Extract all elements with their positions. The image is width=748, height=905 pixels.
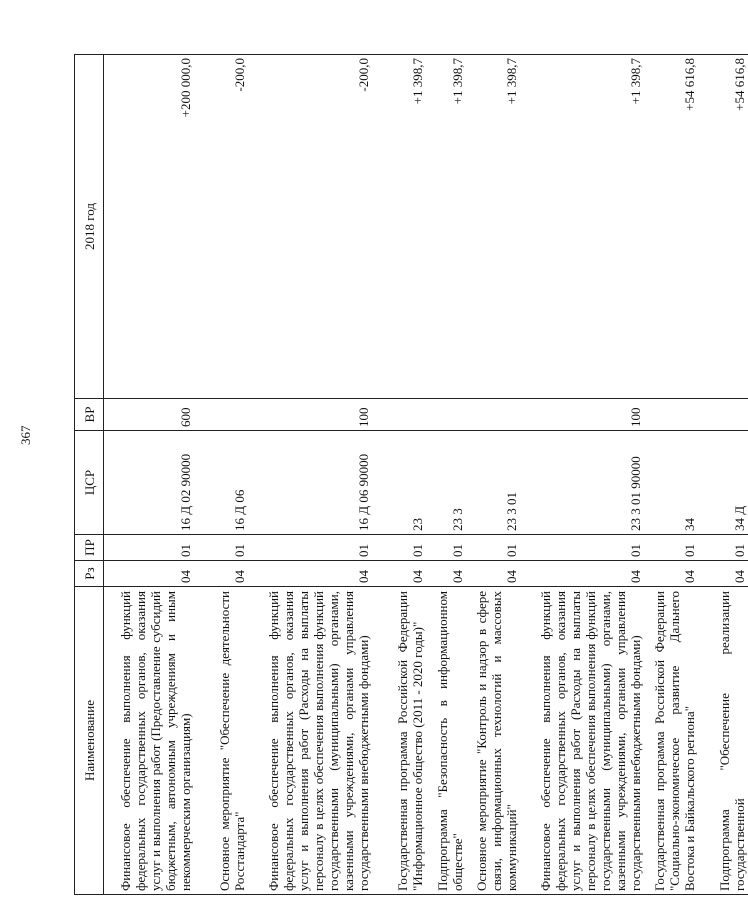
row-rz: 04: [104, 561, 194, 587]
row-csr: 16 Д 06: [194, 431, 248, 535]
row-name: Подпрограмма "Безопасность в информационном обществе": [426, 587, 466, 895]
table-row: [426, 55, 466, 895]
row-pr: 01: [104, 535, 194, 561]
row-value: +1 398,7: [426, 55, 466, 399]
row-pr: 01: [466, 535, 520, 561]
row-pr: 01: [426, 535, 466, 561]
table-row: [520, 55, 644, 895]
table-row: [104, 55, 194, 895]
row-value: -200,0: [248, 55, 372, 399]
table-row: [248, 55, 372, 895]
row-csr: 23 3: [426, 431, 466, 535]
header-name: Наименование: [75, 587, 104, 895]
row-pr: 01: [698, 535, 748, 561]
row-value: +1 398,7: [466, 55, 520, 399]
row-csr: 34 Д: [698, 431, 748, 535]
table-row: [194, 55, 248, 895]
row-csr: 16 Д 02 90000: [104, 431, 194, 535]
row-csr: 23 3 01: [466, 431, 520, 535]
row-pr: 01: [248, 535, 372, 561]
row-csr: 23: [372, 431, 426, 535]
row-vr: [372, 399, 426, 431]
row-pr: 01: [372, 535, 426, 561]
row-value: +1 398,7: [372, 55, 426, 399]
table-row: [644, 55, 698, 895]
row-vr: [644, 399, 698, 431]
row-value: +1 398,7: [520, 55, 644, 399]
row-rz: 04: [466, 561, 520, 587]
table-header-row: [75, 55, 104, 895]
row-pr: 01: [194, 535, 248, 561]
header-rz: Рз: [75, 561, 104, 587]
table-row: [466, 55, 520, 895]
row-vr: 100: [248, 399, 372, 431]
row-rz: 04: [248, 561, 372, 587]
row-pr: 01: [644, 535, 698, 561]
row-rz: 04: [426, 561, 466, 587]
page-number: 367: [18, 425, 33, 445]
row-name: Основное мероприятие "Обеспечение деятельности Росстандарта": [194, 587, 248, 895]
row-value: -200,0: [194, 55, 248, 399]
row-rz: 04: [372, 561, 426, 587]
row-name: Государственная программа Российской Федерации "Социально-экономическое развитие Дальнего Востока и Байкальского региона": [644, 587, 698, 895]
header-pr: ПР: [75, 535, 104, 561]
row-name: Подпрограмма "Обеспечение реализации государственной: [698, 587, 748, 895]
table-row: [372, 55, 426, 895]
header-csr: ЦСР: [75, 431, 104, 535]
row-csr: 16 Д 06 90000: [248, 431, 372, 535]
header-vr: ВР: [75, 399, 104, 431]
table-row: [698, 55, 748, 895]
budget-table-rotated: [74, 55, 747, 895]
row-name: Основное мероприятие "Контроль и надзор в сфере связи, информационных технологий и массовых коммуникаций": [466, 587, 520, 895]
row-name: Финансовое обеспечение выполнения функций федеральных государственных органов, оказания услуг и выполнения работ (Расходы на выплаты персоналу в целях обеспечения выполнения функций государственными (муниципальными) органами, казенными учреждениями, органами управления государственными внебюджетными фондами): [520, 587, 644, 895]
row-csr: 34: [644, 431, 698, 535]
row-rz: 04: [194, 561, 248, 587]
row-name: Финансовое обеспечение выполнения функций федеральных государственных органов, оказания услуг и выполнения работ (Предоставление субсидий бюджетным, автономным учреждениям и иным некоммерческим организациям): [104, 587, 194, 895]
row-value: +200 000,0: [104, 55, 194, 399]
row-name: Государственная программа Российской Федерации "Информационное общество (2011 - 2020 годы)": [372, 587, 426, 895]
row-value: +54 616,8: [698, 55, 748, 399]
row-pr: 01: [520, 535, 644, 561]
row-value: +54 616,8: [644, 55, 698, 399]
row-rz: 04: [644, 561, 698, 587]
row-vr: [426, 399, 466, 431]
row-vr: [698, 399, 748, 431]
row-vr: 100: [520, 399, 644, 431]
budget-table: [74, 54, 748, 895]
row-rz: 04: [698, 561, 748, 587]
row-vr: [194, 399, 248, 431]
row-vr: 600: [104, 399, 194, 431]
row-name: Финансовое обеспечение выполнения функций федеральных государственных органов, оказания услуг и выполнения работ (Расходы на выплаты персоналу в целях обеспечения выполнения функций государственными (муниципальными) органами, казенными учреждениями, органами управления государственными внебюджетными фондами): [248, 587, 372, 895]
row-rz: 04: [520, 561, 644, 587]
row-csr: 23 3 01 90000: [520, 431, 644, 535]
row-vr: [466, 399, 520, 431]
header-year: 2018 год: [75, 55, 104, 399]
